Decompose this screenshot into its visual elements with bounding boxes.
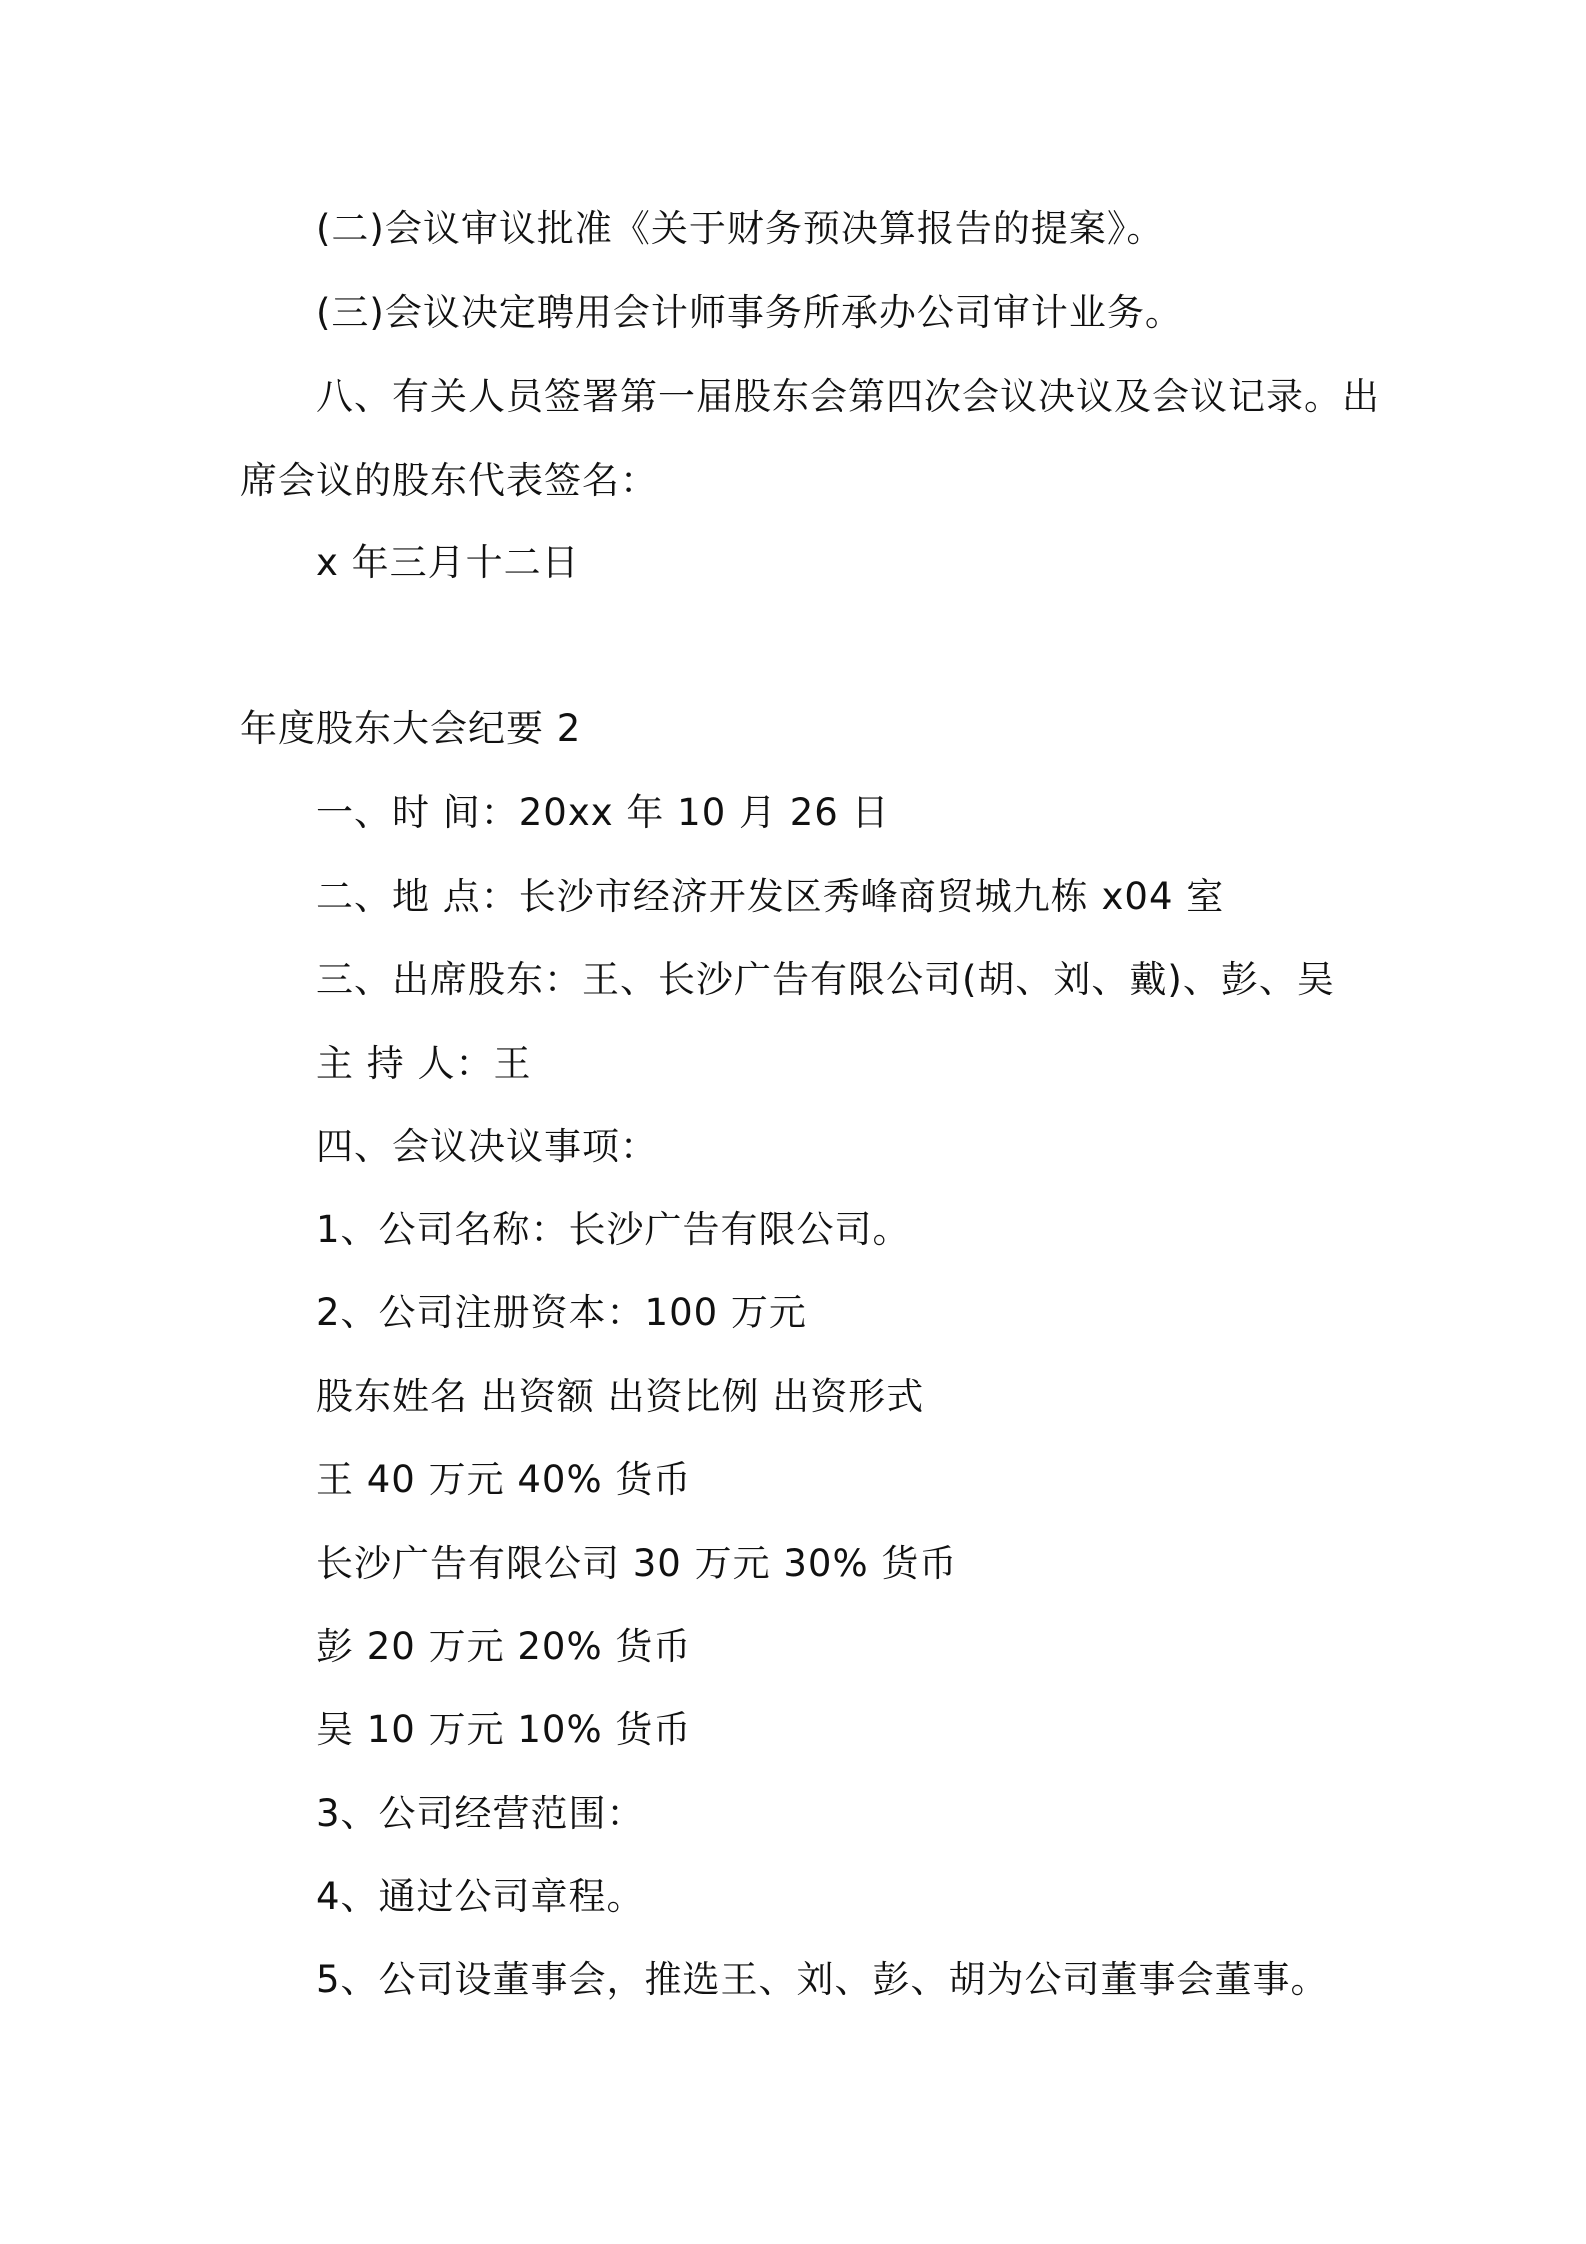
meeting-attendees: 三、出席股东：王、长沙广告有限公司(胡、刘、戴)、彭、吴 xyxy=(316,958,1335,1001)
resolution-1: 1、公司名称：长沙广告有限公司。 xyxy=(316,1208,911,1251)
capital-header: 股东姓名 出资额 出资比例 出资形式 xyxy=(316,1375,925,1418)
prev-item-8-line1: 八、有关人员签署第一届股东会第四次会议决议及会议记录。出 xyxy=(316,375,1380,418)
capital-row: 王 40 万元 40% 货币 xyxy=(316,1458,692,1501)
capital-row: 吴 10 万元 10% 货币 xyxy=(316,1708,692,1751)
meeting-host: 主 持 人：王 xyxy=(316,1042,532,1085)
prev-item-8-line2: 席会议的股东代表签名： xyxy=(240,459,658,502)
resolutions-heading: 四、会议决议事项： xyxy=(316,1125,658,1168)
resolution-2: 2、公司注册资本：100 万元 xyxy=(316,1291,807,1334)
resolution-3: 3、公司经营范围： xyxy=(316,1792,645,1835)
prev-item-2: (二)会议审议批准《关于财务预决算报告的提案》。 xyxy=(316,207,1165,250)
capital-row: 长沙广告有限公司 30 万元 30% 货币 xyxy=(316,1542,958,1585)
resolution-5: 5、公司设董事会，推选王、刘、彭、胡为公司董事会董事。 xyxy=(316,1958,1329,2001)
meeting-time: 一、时 间：20xx 年 10 月 26 日 xyxy=(316,791,890,834)
meeting-place: 二、地 点：长沙市经济开发区秀峰商贸城九栋 x04 室 xyxy=(316,875,1225,918)
prev-item-3: (三)会议决定聘用会计师事务所承办公司审计业务。 xyxy=(316,291,1183,334)
prev-date: x 年三月十二日 xyxy=(316,541,580,584)
capital-row: 彭 20 万元 20% 货币 xyxy=(316,1625,692,1668)
section-2-title: 年度股东大会纪要 2 xyxy=(240,707,582,750)
resolution-4: 4、通过公司章程。 xyxy=(316,1875,645,1918)
